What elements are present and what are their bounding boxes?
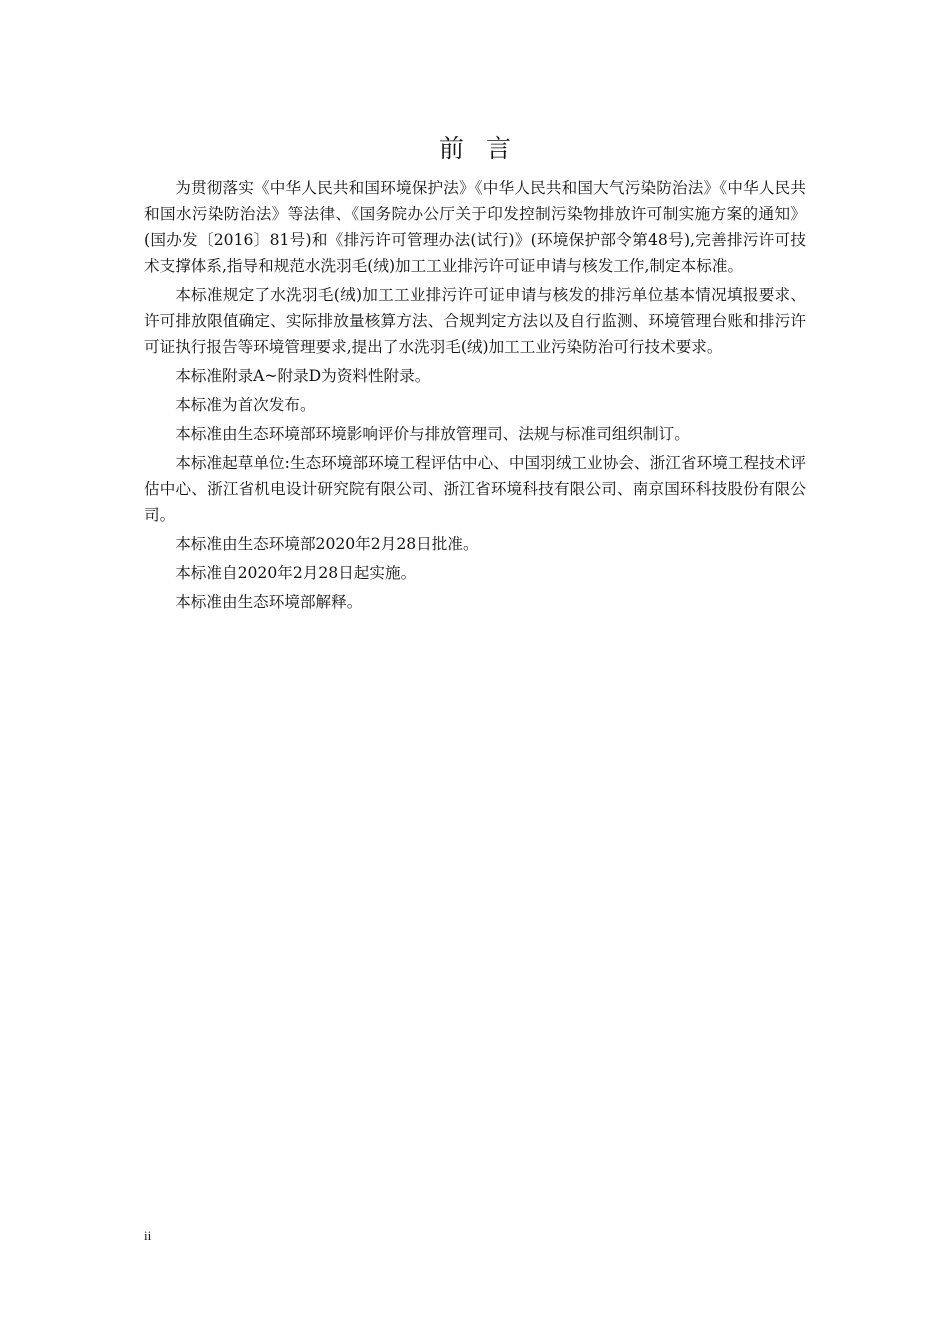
- document-body: [144, 175, 806, 618]
- paragraph-appendix: 本标准附录A~附录D为资料性附录。: [175, 367, 431, 385]
- paragraph-scope: 本标准规定了水洗羽毛(绒)加工工业排污许可证申请与核发的排污单位基本情况填报要求、许可排放限值确定、实际排放量核算方法、合规判定方法以及自行监测、环境管理台账和排污许可证执行报告等环境管理要求,提出了水洗羽毛(绒)加工工业污染防治可行技术要求。: [144, 286, 806, 356]
- page-number: ii: [144, 1228, 152, 1243]
- paragraph-purpose: 为贯彻落实《中华人民共和国环境保护法》《中华人民共和国大气污染防治法》《中华人民共和国水污染防治法》等法律、《国务院办公厅关于印发控制污染物排放许可制实施方案的通知》(国办发〔2016〕81号)和《排污许可管理办法(试行)》(环境保护部令第48号),完善排污许可技术支撑体系,指导和规范水洗羽毛(绒)加工工业排污许可证申请与核发工作,制定本标准。: [144, 179, 806, 275]
- page-title: 前言: [438, 133, 533, 163]
- paragraph-approval: 本标准由生态环境部2020年2月28日批准。: [175, 535, 479, 553]
- paragraph-interpretation: 本标准由生态环境部解释。: [175, 593, 363, 611]
- paragraph-effective-date: 本标准自2020年2月28日起实施。: [175, 564, 417, 582]
- paragraph-organizer: 本标准由生态环境部环境影响评价与排放管理司、法规与标准司组织制订。: [175, 425, 690, 443]
- paragraph-drafting-units: 本标准起草单位:生态环境部环境工程评估中心、中国羽绒工业协会、浙江省环境工程技术评估中心、浙江省机电设计研究院有限公司、浙江省环境科技有限公司、南京国环科技股份有限公司。: [144, 454, 806, 524]
- paragraph-first-release: 本标准为首次发布。: [175, 396, 316, 414]
